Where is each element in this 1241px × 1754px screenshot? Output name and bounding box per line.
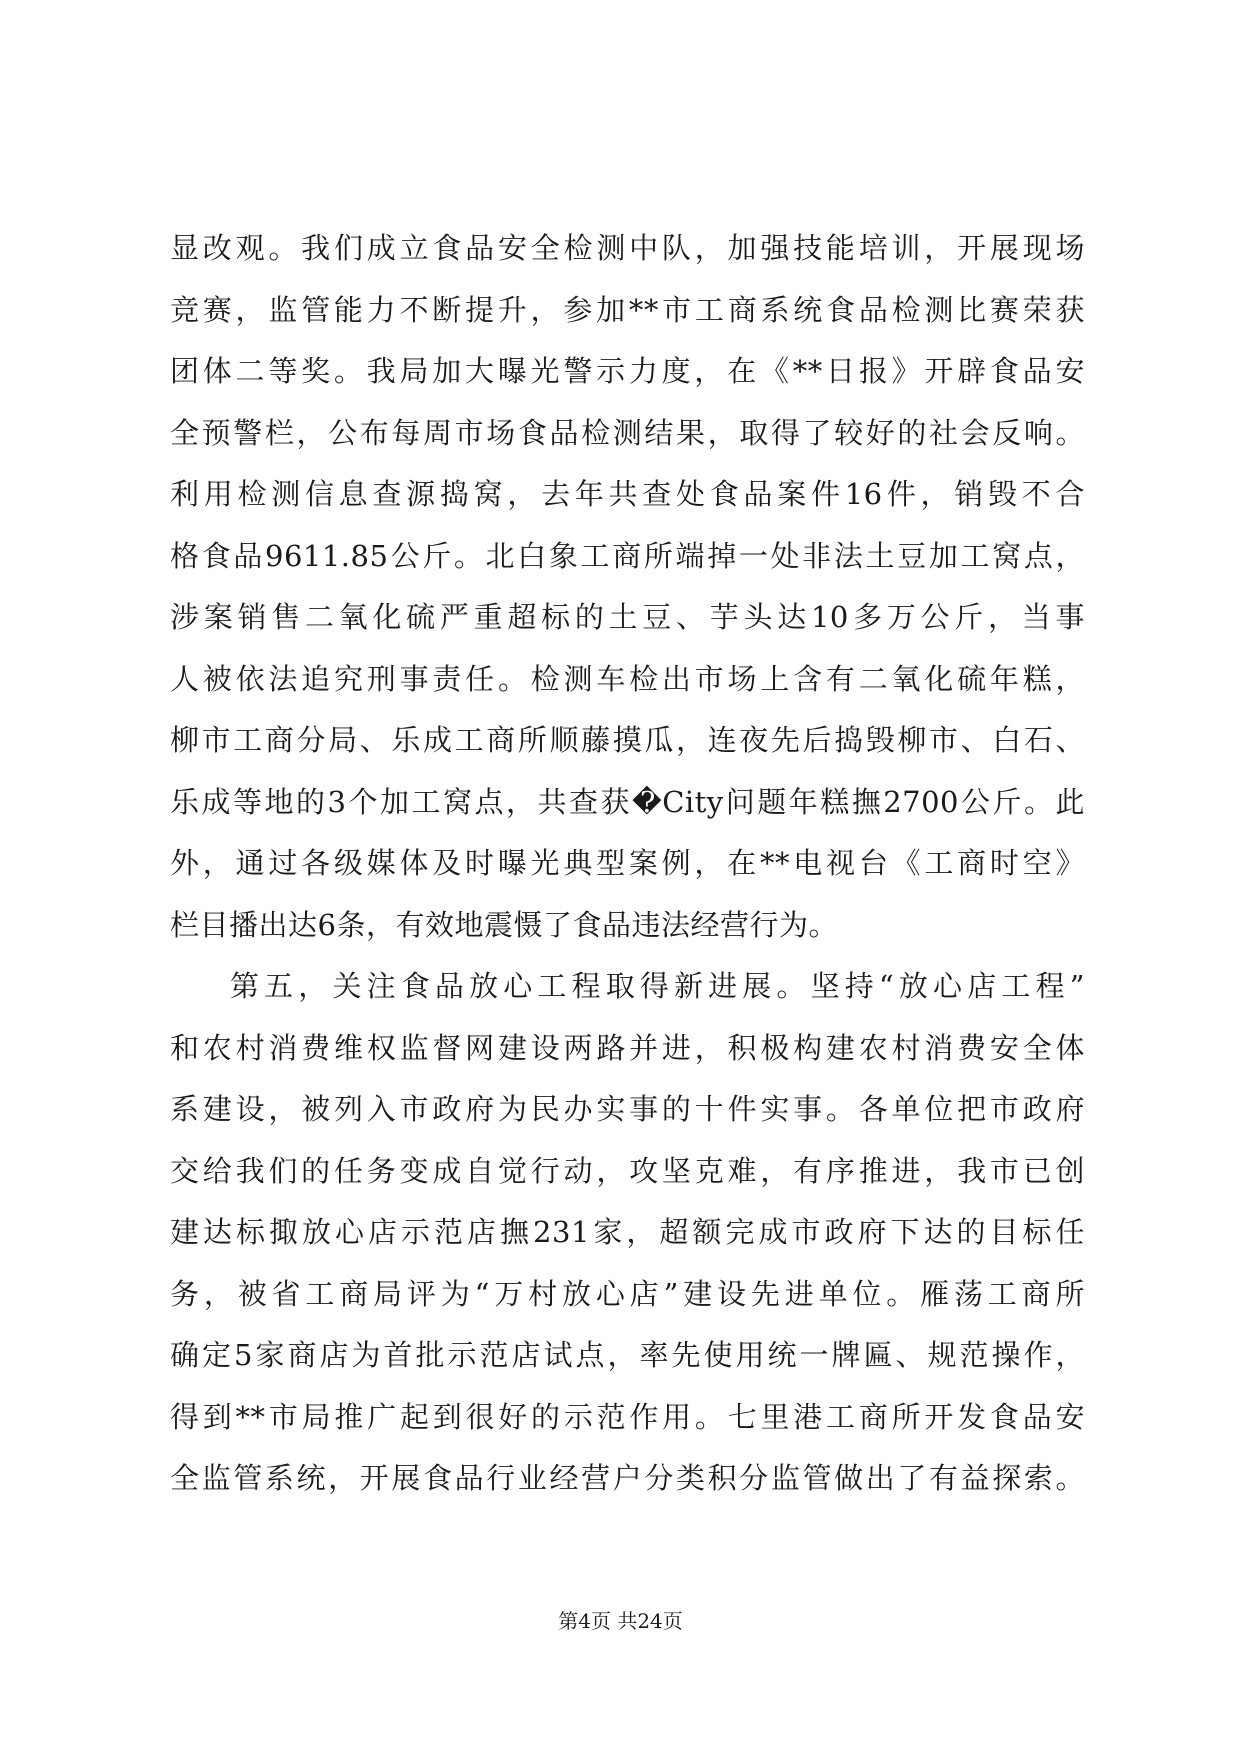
text-line: 外，通过各级媒体及时曝光典型案例，在**电视台《工商时空》 [170,846,1085,880]
text-line: 人被依法追究刑事责任。检测车检出市场上含有二氧化硫年糕， [170,661,1085,696]
page-number-footer: 第4页 共24页 [558,1609,683,1633]
text-line: 涉案销售二氧化硫严重超标的土豆、芋头达10多万公斤，当事 [170,600,1085,634]
text-line: 务，被省工商局评为“万村放心店”建设先进单位。雁荡工商所 [170,1276,1085,1311]
text-line: 确定5家商店为首批示范店试点，率先使用统一牌匾、规范操作， [170,1338,1085,1372]
text-line: 建达标掫放心店示范店撫231家，超额完成市政府下达的目标任 [170,1215,1085,1249]
text-line: 和农村消费维权监督网建设两路并进，积极构建农村消费安全体 [170,1030,1085,1065]
text-line: 第五，关注食品放心工程取得新进展。坚持“放心店工程” [230,969,1085,1003]
text-line: 系建设，被列入市政府为民办实事的十件实事。各单位把市政府 [170,1092,1085,1126]
text-line: 柳市工商分局、乐成工商所顺藤摸瓜，连夜先后捣毁柳市、白石、 [170,723,1085,757]
text-line: 格食品9611.85公斤。北白象工商所端掉一处非法土豆加工窝点， [170,538,1085,573]
text-line: 团体二等奖。我局加大曝光警示力度，在《**日报》开辟食品安 [170,354,1085,388]
text-line: 竞赛，监管能力不断提升，参加**市工商系统食品检测比赛荣获 [170,292,1085,327]
text-line: 全预警栏，公布每周市场食品检测结果，取得了较好的社会反响。 [170,415,1085,450]
body-text [170,218,1085,1510]
text-line: 得到**市局推广起到很好的示范作用。七里港工商所开发食品安 [170,1399,1085,1434]
text-line: 乐成等地的3个加工窝点，共查获�City问题年糕撫2700公斤。此 [170,784,1085,819]
text-line: 显改观。我们成立食品安全检测中队，加强技能培训，开展现场 [170,231,1085,265]
text-line: 交给我们的任务变成自觉行动，攻坚克难，有序推进，我市已创 [170,1153,1085,1188]
text-line: 利用检测信息查源捣窝，去年共查处食品案件16件，销毁不合 [170,477,1085,511]
text-line: 栏目播出达6条，有效地震慑了食品违法经营行为。 [170,907,838,942]
text-line: 全监管系统，开展食品行业经营户分类积分监管做出了有益探索。 [170,1461,1085,1495]
